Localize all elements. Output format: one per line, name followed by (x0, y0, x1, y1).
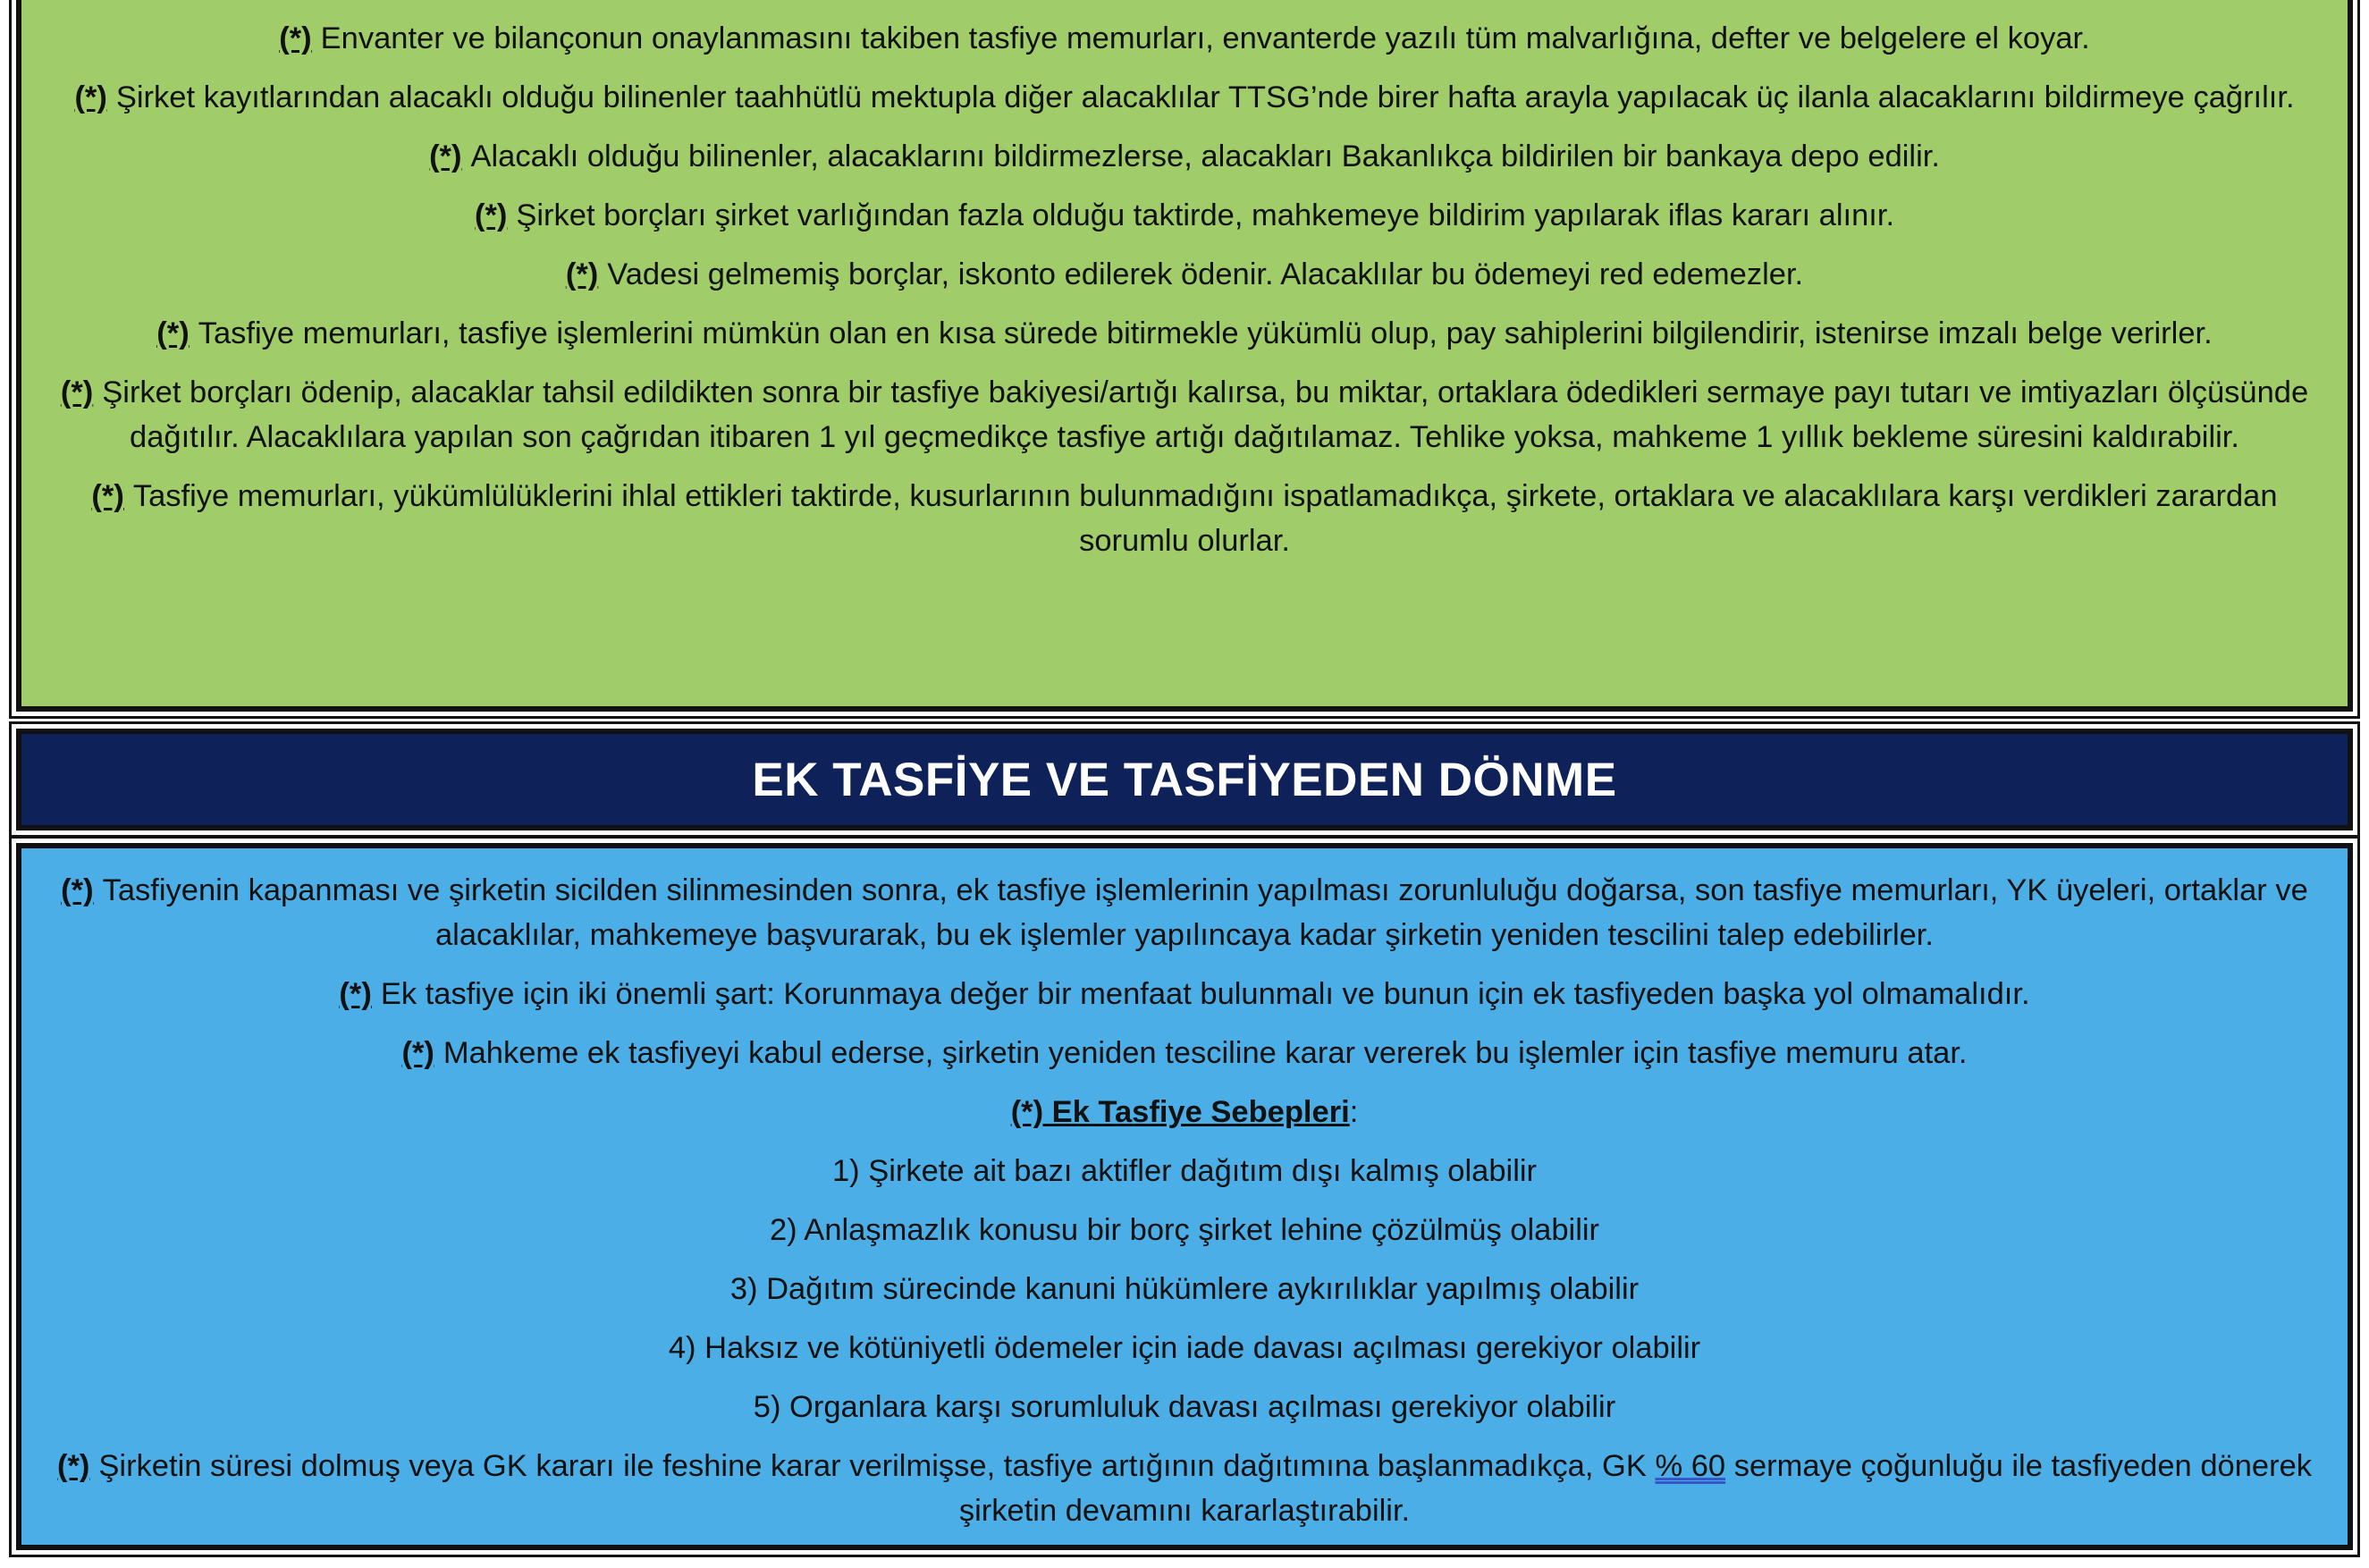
paragraph (48, 16, 2321, 61)
reason-item: 1) Şirkete ait bazı aktifler dağıtım dışı kalmış olabilir (831, 1154, 1538, 1188)
asterisk-marker: (*) (429, 139, 462, 173)
reason-item: 2) Anlaşmazlık konusu bir borç şirket lehine çözülmüş olabilir (769, 1213, 1600, 1247)
asterisk-marker: (*) (56, 1449, 90, 1483)
section-title-bar (16, 729, 2353, 830)
majority-percentage: % 60 (1655, 1449, 1726, 1483)
paragraph-text: Tasfiye memurları, tasfiye işlemlerini mümkün olan en kısa sürede bitirmekle yükümlü olup, pay sahiplerini bilgilendirir, istenirse imzalı belge verirler. (198, 316, 2213, 350)
paragraph (48, 193, 2321, 238)
paragraph-text: Alacaklı olduğu bilinenler, alacaklarını bildirmezlerse, alacakları Bakanlıkça bildirilen bir bankaya depo edilir. (470, 139, 1940, 173)
liquidation-rules-panel (16, 0, 2353, 712)
paragraph-text: Şirket kayıtlarından alacaklı olduğu bilinenler taahhütlü mektupla diğer alacaklılar TTSG’nde birer hafta arayla yapılacak üç ilanla alacaklarını bildirmeye çağrılır. (115, 80, 2295, 114)
paragraph (48, 474, 2321, 563)
asterisk-marker: (*) (156, 316, 190, 350)
reason-item: 5) Organlara karşı sorumluluk davası açılması gerekiyor olabilir (753, 1390, 1616, 1424)
paragraph (48, 75, 2321, 120)
paragraph (48, 370, 2321, 459)
asterisk-marker: (*) (279, 21, 312, 55)
paragraph-text: Ek tasfiye için iki önemli şart: Korunmaya değer bir menfaat bulunmalı ve bunun için ek tasfiyeden başka yol olmamalıdır. (380, 977, 2030, 1011)
paragraph-text: Tasfiyenin kapanması ve şirketin sicilden silinmesinden sonra, ek tasfiye işlemlerinin yapılması zorunluluğu doğarsa, son tasfiye memurları, YK üyeleri, ortaklar ve alacaklılar, mahkemeye başvurarak, bu ek işlemler yapılıncaya kadar şirketin yeniden tescilini talep edebilirler. (102, 873, 2308, 952)
additional-liquidation-panel (16, 843, 2353, 1550)
reasons-heading (48, 1090, 2321, 1134)
reason-item: 4) Haksız ve kötüniyetli ödemeler için iade davası açılması gerekiyor olabilir (668, 1331, 1701, 1365)
paragraph-text: Şirket borçları ödenip, alacaklar tahsil edildikten sonra bir tasfiye bakiyesi/artığı kalırsa, bu miktar, ortaklara ödedikleri sermaye payı tutarı ve imtiyazları ölçüsünde dağıtılır. Alacaklılara yapılan son çağrıdan itibaren 1 yıl geçmedikçe tasfiye artığı dağıtılamaz. Tehlike yoksa, mahkeme 1 yıllık bekleme süresini kaldırabilir. (102, 375, 2309, 454)
asterisk-marker: (*) (474, 198, 508, 232)
paragraph (48, 1444, 2321, 1533)
asterisk-marker: (*) (401, 1036, 434, 1070)
asterisk-marker: (*) (565, 257, 599, 291)
paragraph-text: Şirket borçları şirket varlığından fazla olduğu taktirde, mahkemeye bildirim yapılarak iflas kararı alınır. (516, 198, 1895, 232)
asterisk-marker: (*) (61, 873, 94, 907)
paragraph-text: Tasfiye memurları, yükümlülüklerini ihlal ettikleri taktirde, kusurlarının bulunmadığını ispatlamadıkça, şirkete, ortaklara ve alacaklılara karşı verdikleri zarardan sorumlu olurlar. (132, 479, 2278, 558)
paragraph-text: Envanter ve bilançonun onaylanmasını takiben tasfiye memurları, envanterde yazılı tüm malvarlığına, defter ve belgelere el koyar. (320, 21, 2090, 55)
asterisk-marker: (*) (91, 479, 124, 513)
paragraph (48, 252, 2321, 297)
paragraph (48, 868, 2321, 957)
paragraph-text: Şirketin süresi dolmuş veya GK kararı ile feshine karar verilmişse, tasfiye artığının dağıtımına başlanmadıkça, GK (98, 1449, 1647, 1483)
reasons-heading-colon: : (1349, 1095, 1359, 1129)
paragraph (48, 1031, 2321, 1075)
section-title: EK TASFİYE VE TASFİYEDEN DÖNME (752, 753, 1617, 806)
asterisk-marker: (*) (60, 375, 94, 409)
asterisk-marker: (*) (339, 977, 372, 1011)
paragraph (48, 972, 2321, 1016)
paragraph (48, 134, 2321, 179)
paragraph-text: Mahkeme ek tasfiyeyi kabul ederse, şirketin yeniden tesciline karar vererek bu işlemler için tasfiye memuru atar. (443, 1036, 1968, 1070)
paragraph-text: Vadesi gelmemiş borçlar, iskonto edilerek ödenir. Alacaklılar bu ödemeyi red edemezler. (607, 257, 1804, 291)
paragraph (48, 311, 2321, 356)
paragraph-text: sermaye çoğunluğu ile tasfiyeden dönerek şirketin devamını kararlaştırabilir. (958, 1449, 2313, 1528)
reason-item: 3) Dağıtım sürecinde kanuni hükümlere aykırılıklar yapılmış olabilir (729, 1272, 1640, 1306)
reasons-heading-text: (*) Ek Tasfiye Sebepleri (1010, 1095, 1350, 1129)
asterisk-marker: (*) (74, 80, 107, 114)
